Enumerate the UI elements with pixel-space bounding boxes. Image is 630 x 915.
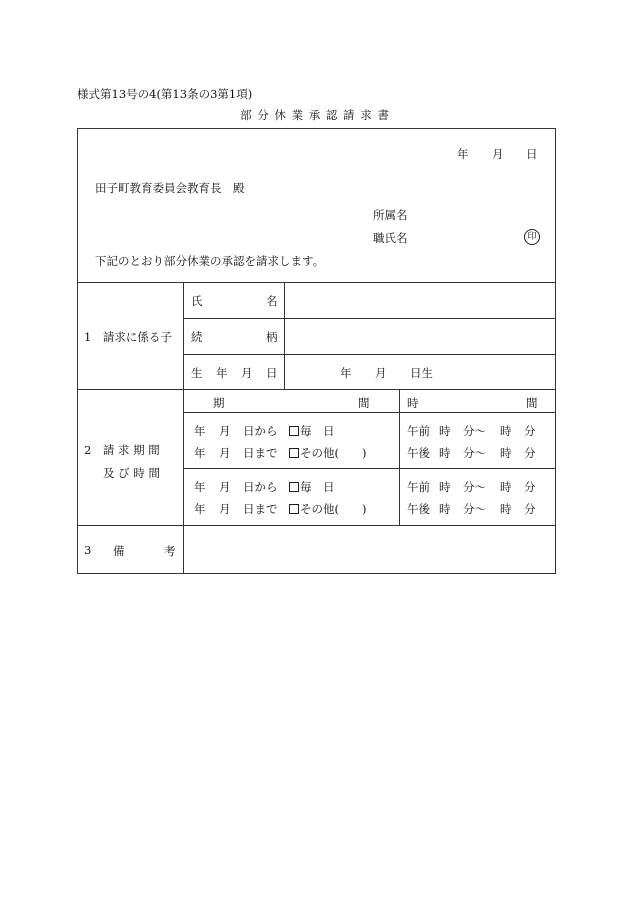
- birth-label-1: 生: [191, 366, 203, 380]
- affiliation-label: 所属名: [373, 208, 408, 222]
- am-label: 午前: [407, 480, 430, 494]
- pm-minute-label: 分～: [463, 502, 486, 516]
- option-every-day-label: 毎 日: [300, 480, 335, 494]
- to-suffix: 日まで: [243, 502, 278, 516]
- am-end-hour-label: 時: [500, 480, 512, 494]
- remarks-label-b: 考: [164, 544, 176, 558]
- divider: [183, 318, 556, 319]
- am-label: 午前: [407, 424, 430, 438]
- am-minute-label: 分～: [463, 424, 486, 438]
- option-every-day[interactable]: [289, 479, 335, 495]
- request-statement: 下記のとおり部分休業の承認を請求します。: [95, 254, 325, 268]
- period-header-a: 期: [213, 396, 225, 410]
- divider: [284, 282, 285, 389]
- option-every-day-label: 毎 日: [300, 424, 335, 438]
- relation-label-b: 柄: [266, 330, 278, 344]
- to-year-label: 年: [194, 502, 206, 516]
- checkbox[interactable]: [289, 448, 299, 458]
- pm-hour-label: 時: [439, 446, 451, 460]
- am-end-minute-label: 分: [524, 424, 536, 438]
- time-header-a: 時: [407, 396, 419, 410]
- period-header-b: 間: [358, 396, 370, 410]
- pm-end-minute-label: 分: [524, 446, 536, 460]
- to-month-label: 月: [219, 446, 231, 460]
- birth-year-label: 年: [340, 366, 352, 380]
- divider: [183, 468, 556, 469]
- divider: [183, 354, 556, 355]
- divider: [77, 525, 556, 526]
- birth-label-3: 月: [241, 366, 253, 380]
- am-end-minute-label: 分: [524, 480, 536, 494]
- pm-hour-label: 時: [439, 502, 451, 516]
- option-every-day[interactable]: [289, 423, 335, 439]
- divider: [399, 389, 400, 525]
- option-other[interactable]: [289, 501, 366, 517]
- am-minute-label: 分～: [463, 480, 486, 494]
- date-year-label: 年: [457, 147, 469, 161]
- time-header-b: 間: [526, 396, 538, 410]
- am-end-hour-label: 時: [500, 424, 512, 438]
- divider: [183, 412, 556, 413]
- option-other-label: その他( ): [300, 502, 367, 516]
- section1-label: 1 請求に係る子: [84, 330, 172, 344]
- pm-end-minute-label: 分: [524, 502, 536, 516]
- pm-minute-label: 分～: [463, 446, 486, 460]
- divider: [183, 282, 184, 574]
- checkbox[interactable]: [289, 426, 299, 436]
- checkbox[interactable]: [289, 504, 299, 514]
- from-suffix: 日から: [243, 480, 278, 494]
- am-hour-label: 時: [439, 480, 451, 494]
- pm-end-hour-label: 時: [500, 502, 512, 516]
- from-month-label: 月: [219, 480, 231, 494]
- birth-label-2: 年: [216, 366, 228, 380]
- to-year-label: 年: [194, 446, 206, 460]
- birth-month-label: 月: [375, 366, 387, 380]
- birth-label-4: 日: [266, 366, 278, 380]
- am-hour-label: 時: [439, 424, 451, 438]
- divider: [77, 389, 556, 390]
- from-month-label: 月: [219, 424, 231, 438]
- pm-label: 午後: [407, 446, 430, 460]
- section2-label-line2: 及 び 時 間: [103, 466, 160, 480]
- to-month-label: 月: [219, 502, 231, 516]
- child-name-label-a: 氏: [191, 294, 203, 308]
- birth-day-label: 日生: [410, 366, 433, 380]
- divider: [77, 282, 556, 283]
- child-name-label-b: 名: [266, 294, 278, 308]
- from-year-label: 年: [194, 480, 206, 494]
- option-other[interactable]: [289, 445, 366, 461]
- checkbox[interactable]: [289, 482, 299, 492]
- from-year-label: 年: [194, 424, 206, 438]
- seal-icon: 印: [524, 229, 540, 245]
- document-title: 部 分 休 業 承 認 請 求 書: [240, 108, 390, 122]
- form-number: 様式第13号の4(第13条の3第1項): [77, 87, 253, 101]
- to-suffix: 日まで: [243, 446, 278, 460]
- section2-label-line1: 2 請 求 期 間: [84, 443, 160, 457]
- date-day-label: 日: [526, 147, 538, 161]
- name-label: 職氏名: [373, 231, 408, 245]
- section3-number: 3: [84, 543, 92, 557]
- addressee: 田子町教育委員会教育長 殿: [95, 181, 245, 195]
- from-suffix: 日から: [243, 424, 278, 438]
- remarks-label-a: 備: [113, 544, 125, 558]
- pm-end-hour-label: 時: [500, 446, 512, 460]
- pm-label: 午後: [407, 502, 430, 516]
- relation-label-a: 続: [191, 330, 203, 344]
- option-other-label: その他( ): [300, 446, 367, 460]
- date-month-label: 月: [492, 147, 504, 161]
